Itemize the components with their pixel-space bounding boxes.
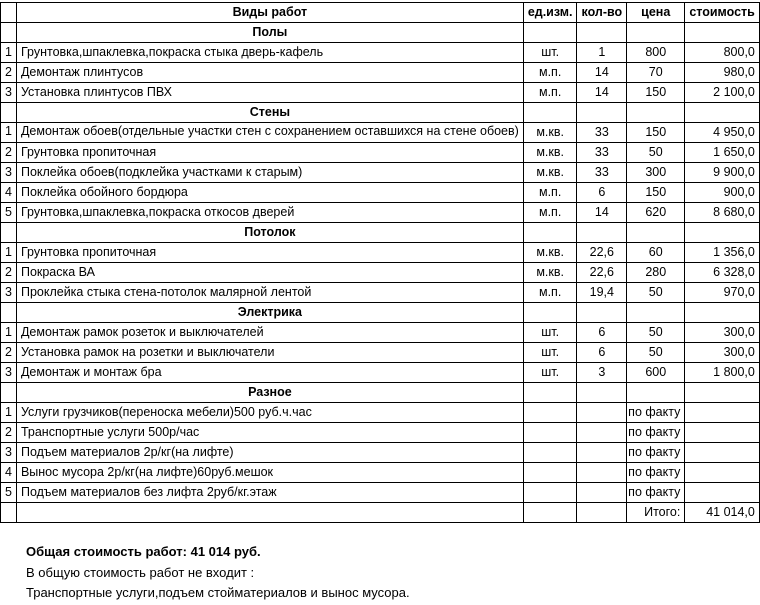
price-cell: по факту bbox=[627, 443, 685, 463]
row-number: 4 bbox=[1, 183, 17, 203]
section-number-cell bbox=[1, 103, 17, 123]
total-number-cell bbox=[1, 503, 17, 523]
unit-cell bbox=[523, 403, 577, 423]
row-number: 5 bbox=[1, 483, 17, 503]
table-row bbox=[1, 83, 760, 103]
table-row bbox=[1, 183, 760, 203]
section-price-cell bbox=[627, 383, 685, 403]
unit-cell: м.кв. bbox=[523, 263, 577, 283]
header-unit: ед.изм. bbox=[523, 3, 577, 23]
row-number: 2 bbox=[1, 143, 17, 163]
estimate-table bbox=[0, 2, 760, 523]
qty-cell: 33 bbox=[577, 163, 627, 183]
price-cell: 50 bbox=[627, 143, 685, 163]
row-number: 3 bbox=[1, 443, 17, 463]
price-cell: 60 bbox=[627, 243, 685, 263]
estimate-table-body bbox=[1, 3, 760, 523]
cost-cell: 1 356,0 bbox=[685, 243, 760, 263]
header-price: цена bbox=[627, 3, 685, 23]
price-cell: по факту bbox=[627, 423, 685, 443]
price-cell: 50 bbox=[627, 283, 685, 303]
section-qty-cell bbox=[577, 383, 627, 403]
section-cost-cell bbox=[685, 223, 760, 243]
total-work-cell bbox=[16, 503, 523, 523]
unit-cell: м.п. bbox=[523, 63, 577, 83]
table-row bbox=[1, 143, 760, 163]
qty-cell bbox=[577, 483, 627, 503]
row-number: 1 bbox=[1, 243, 17, 263]
section-unit-cell bbox=[523, 103, 577, 123]
header-row bbox=[1, 3, 760, 23]
row-number: 1 bbox=[1, 123, 17, 143]
cost-cell: 300,0 bbox=[685, 323, 760, 343]
unit-cell: м.п. bbox=[523, 203, 577, 223]
work-description: Подъем материалов без лифта 2руб/кг.этаж bbox=[16, 483, 523, 503]
unit-cell: шт. bbox=[523, 343, 577, 363]
row-number: 2 bbox=[1, 263, 17, 283]
cost-cell bbox=[685, 403, 760, 423]
qty-cell: 14 bbox=[577, 83, 627, 103]
table-row bbox=[1, 363, 760, 383]
total-unit-cell bbox=[523, 503, 577, 523]
qty-cell: 22,6 bbox=[577, 243, 627, 263]
table-row bbox=[1, 403, 760, 423]
header-work: Виды работ bbox=[16, 3, 523, 23]
row-number: 5 bbox=[1, 203, 17, 223]
qty-cell bbox=[577, 403, 627, 423]
section-qty-cell bbox=[577, 23, 627, 43]
section-qty-cell bbox=[577, 303, 627, 323]
section-price-cell bbox=[627, 303, 685, 323]
total-cost-line: Общая стоимость работ: 41 014 руб. bbox=[26, 544, 261, 559]
qty-cell bbox=[577, 463, 627, 483]
cost-cell bbox=[685, 443, 760, 463]
cost-cell: 8 680,0 bbox=[685, 203, 760, 223]
table-row bbox=[1, 483, 760, 503]
work-description: Транспортные услуги 500р/час bbox=[16, 423, 523, 443]
qty-cell: 6 bbox=[577, 323, 627, 343]
header-number-cell bbox=[1, 3, 17, 23]
section-price-cell bbox=[627, 103, 685, 123]
row-number: 1 bbox=[1, 403, 17, 423]
section-cost-cell bbox=[685, 103, 760, 123]
row-number: 2 bbox=[1, 63, 17, 83]
row-number: 4 bbox=[1, 463, 17, 483]
section-number-cell bbox=[1, 383, 17, 403]
header-cost: стоимость bbox=[685, 3, 760, 23]
price-cell: по факту bbox=[627, 463, 685, 483]
table-row bbox=[1, 343, 760, 363]
unit-cell: м.п. bbox=[523, 283, 577, 303]
cost-cell: 4 950,0 bbox=[685, 123, 760, 143]
price-cell: 50 bbox=[627, 343, 685, 363]
unit-cell: м.кв. bbox=[523, 163, 577, 183]
total-row bbox=[1, 503, 760, 523]
unit-cell: шт. bbox=[523, 323, 577, 343]
price-cell: 70 bbox=[627, 63, 685, 83]
section-number-cell bbox=[1, 23, 17, 43]
qty-cell bbox=[577, 423, 627, 443]
section-price-cell bbox=[627, 23, 685, 43]
section-row bbox=[1, 383, 760, 403]
exclusions-heading: В общую стоимость работ не входит : bbox=[26, 565, 255, 580]
qty-cell: 22,6 bbox=[577, 263, 627, 283]
work-description: Демонтаж и монтаж бра bbox=[16, 363, 523, 383]
row-number: 2 bbox=[1, 423, 17, 443]
section-number-cell bbox=[1, 223, 17, 243]
unit-cell: м.кв. bbox=[523, 123, 577, 143]
qty-cell: 6 bbox=[577, 183, 627, 203]
section-unit-cell bbox=[523, 303, 577, 323]
row-number: 1 bbox=[1, 43, 17, 63]
section-unit-cell bbox=[523, 223, 577, 243]
section-price-cell bbox=[627, 223, 685, 243]
header-qty: кол-во bbox=[577, 3, 627, 23]
total-qty-cell bbox=[577, 503, 627, 523]
table-row bbox=[1, 323, 760, 343]
cost-cell: 980,0 bbox=[685, 63, 760, 83]
cost-cell: 800,0 bbox=[685, 43, 760, 63]
qty-cell: 19,4 bbox=[577, 283, 627, 303]
qty-cell: 33 bbox=[577, 123, 627, 143]
price-cell: 620 bbox=[627, 203, 685, 223]
table-row bbox=[1, 63, 760, 83]
price-cell: по факту bbox=[627, 483, 685, 503]
total-value: 41 014,0 bbox=[685, 503, 760, 523]
cost-cell: 6 328,0 bbox=[685, 263, 760, 283]
cost-cell: 1 800,0 bbox=[685, 363, 760, 383]
section-cost-cell bbox=[685, 383, 760, 403]
cost-cell: 300,0 bbox=[685, 343, 760, 363]
row-number: 3 bbox=[1, 363, 17, 383]
total-label: Итого: bbox=[627, 503, 685, 523]
section-row bbox=[1, 23, 760, 43]
work-description: Грунтовка пропиточная bbox=[16, 243, 523, 263]
table-row bbox=[1, 243, 760, 263]
qty-cell: 3 bbox=[577, 363, 627, 383]
row-number: 1 bbox=[1, 323, 17, 343]
qty-cell: 33 bbox=[577, 143, 627, 163]
unit-cell: м.кв. bbox=[523, 143, 577, 163]
unit-cell bbox=[523, 483, 577, 503]
price-cell: 280 bbox=[627, 263, 685, 283]
section-qty-cell bbox=[577, 223, 627, 243]
work-description: Проклейка стыка стена-потолок малярной лентой bbox=[16, 283, 523, 303]
qty-cell: 14 bbox=[577, 63, 627, 83]
section-title: Разное bbox=[16, 383, 523, 403]
table-row bbox=[1, 203, 760, 223]
row-number: 3 bbox=[1, 83, 17, 103]
price-cell: 150 bbox=[627, 123, 685, 143]
section-unit-cell bbox=[523, 383, 577, 403]
cost-cell: 2 100,0 bbox=[685, 83, 760, 103]
table-row bbox=[1, 443, 760, 463]
work-description: Услуги грузчиков(переноска мебели)500 руб.ч.час bbox=[16, 403, 523, 423]
work-description: Демонтаж плинтусов bbox=[16, 63, 523, 83]
row-number: 2 bbox=[1, 343, 17, 363]
work-description: Поклейка обоев(подклейка участками к старым) bbox=[16, 163, 523, 183]
table-row bbox=[1, 283, 760, 303]
work-description: Поклейка обойного бордюра bbox=[16, 183, 523, 203]
cost-cell bbox=[685, 423, 760, 443]
work-description: Вынос мусора 2р/кг(на лифте)60руб.мешок bbox=[16, 463, 523, 483]
price-cell: по факту bbox=[627, 403, 685, 423]
cost-cell: 9 900,0 bbox=[685, 163, 760, 183]
unit-cell: шт. bbox=[523, 363, 577, 383]
table-row bbox=[1, 423, 760, 443]
section-cost-cell bbox=[685, 23, 760, 43]
exclusions-detail: Транспортные услуги,подъем стойматериалов и вынос мусора. bbox=[26, 585, 410, 600]
cost-cell bbox=[685, 463, 760, 483]
price-cell: 50 bbox=[627, 323, 685, 343]
unit-cell: м.п. bbox=[523, 183, 577, 203]
work-description: Покраска ВА bbox=[16, 263, 523, 283]
work-description: Установка плинтусов ПВХ bbox=[16, 83, 523, 103]
cost-cell bbox=[685, 483, 760, 503]
cost-cell: 970,0 bbox=[685, 283, 760, 303]
work-description: Грунтовка,шпаклевка,покраска стыка дверь-кафель bbox=[16, 43, 523, 63]
section-cost-cell bbox=[685, 303, 760, 323]
qty-cell: 14 bbox=[577, 203, 627, 223]
section-row bbox=[1, 303, 760, 323]
section-title: Полы bbox=[16, 23, 523, 43]
cost-cell: 900,0 bbox=[685, 183, 760, 203]
price-cell: 600 bbox=[627, 363, 685, 383]
unit-cell bbox=[523, 443, 577, 463]
work-description: Установка рамок на розетки и выключатели bbox=[16, 343, 523, 363]
table-row bbox=[1, 43, 760, 63]
work-description: Грунтовка,шпаклевка,покраска откосов дверей bbox=[16, 203, 523, 223]
table-row bbox=[1, 463, 760, 483]
table-row bbox=[1, 123, 760, 143]
unit-cell: шт. bbox=[523, 43, 577, 63]
work-description: Грунтовка пропиточная bbox=[16, 143, 523, 163]
unit-cell bbox=[523, 423, 577, 443]
price-cell: 300 bbox=[627, 163, 685, 183]
section-row bbox=[1, 223, 760, 243]
unit-cell: м.кв. bbox=[523, 243, 577, 263]
work-description: Демонтаж обоев(отдельные участки стен с сохранением оставшихся на стене обоев) bbox=[16, 123, 523, 143]
price-cell: 150 bbox=[627, 183, 685, 203]
section-title: Потолок bbox=[16, 223, 523, 243]
unit-cell bbox=[523, 463, 577, 483]
row-number: 3 bbox=[1, 163, 17, 183]
section-qty-cell bbox=[577, 103, 627, 123]
table-row bbox=[1, 163, 760, 183]
row-number: 3 bbox=[1, 283, 17, 303]
price-cell: 150 bbox=[627, 83, 685, 103]
work-description: Демонтаж рамок розеток и выключателей bbox=[16, 323, 523, 343]
table-row bbox=[1, 263, 760, 283]
section-unit-cell bbox=[523, 23, 577, 43]
unit-cell: м.п. bbox=[523, 83, 577, 103]
cost-cell: 1 650,0 bbox=[685, 143, 760, 163]
section-title: Электрика bbox=[16, 303, 523, 323]
section-row bbox=[1, 103, 760, 123]
work-description: Подъем материалов 2р/кг(на лифте) bbox=[16, 443, 523, 463]
price-cell: 800 bbox=[627, 43, 685, 63]
section-title: Стены bbox=[16, 103, 523, 123]
qty-cell: 6 bbox=[577, 343, 627, 363]
qty-cell: 1 bbox=[577, 43, 627, 63]
qty-cell bbox=[577, 443, 627, 463]
section-number-cell bbox=[1, 303, 17, 323]
